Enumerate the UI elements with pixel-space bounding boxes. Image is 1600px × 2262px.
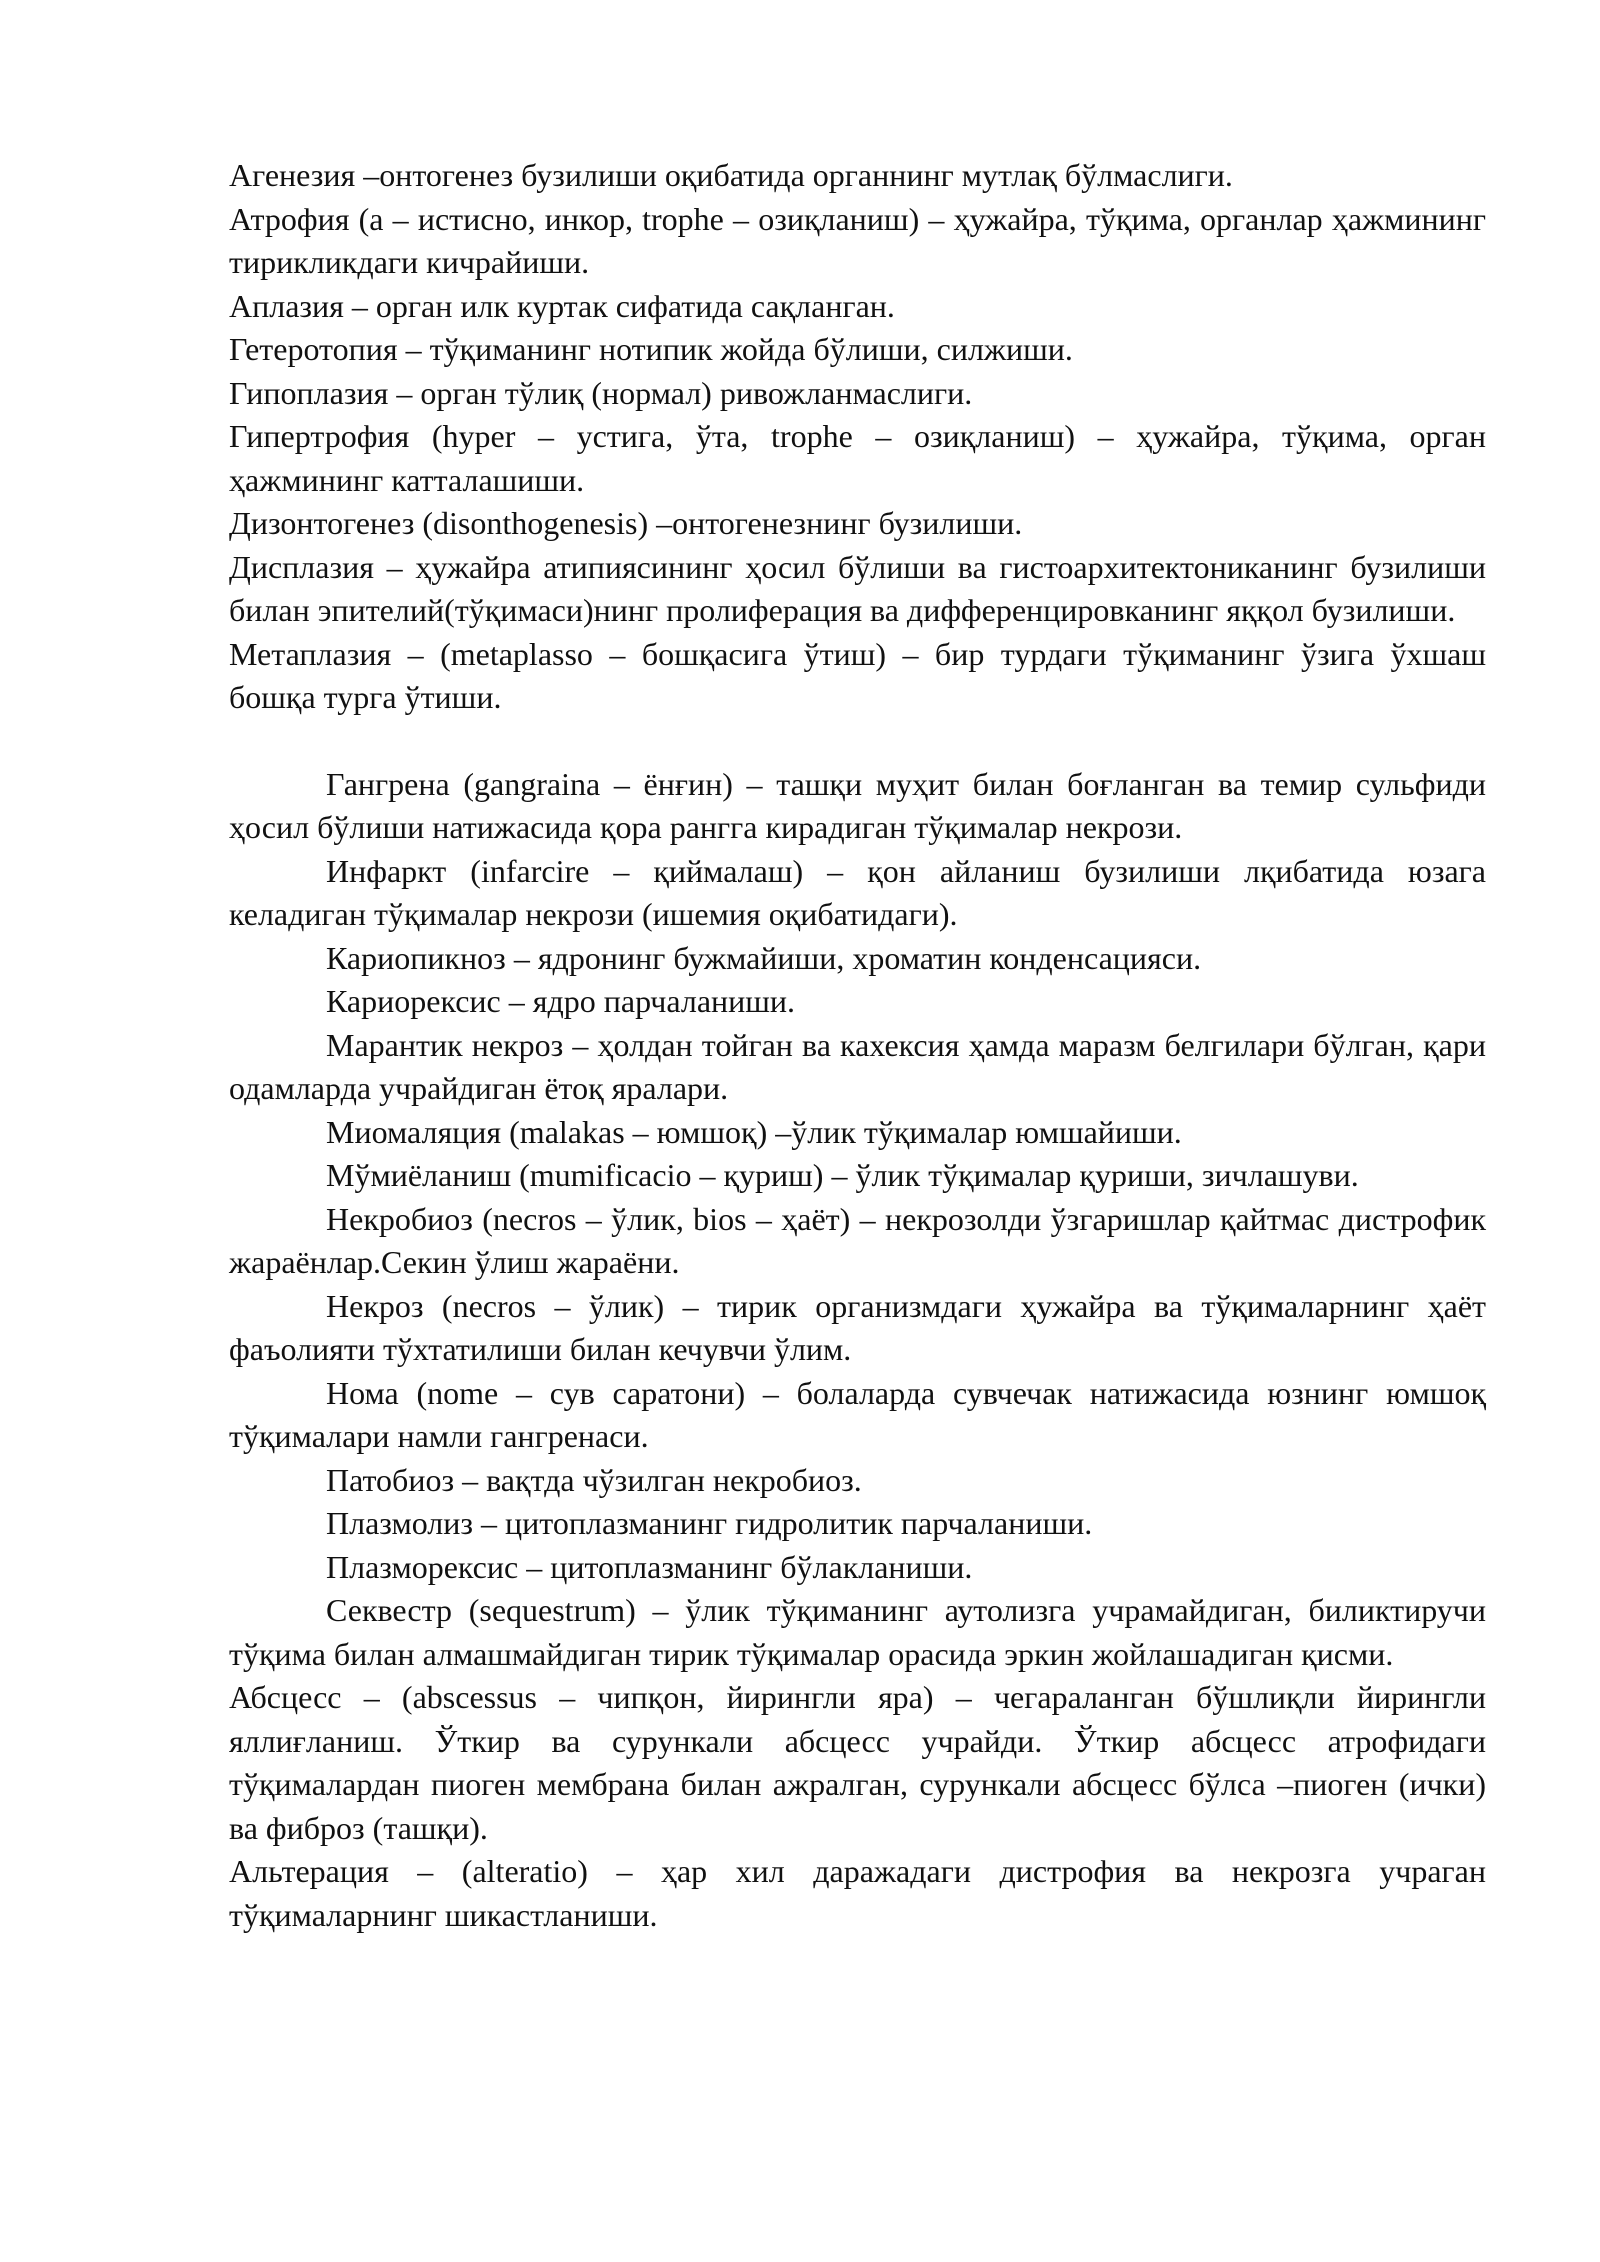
term-mummification: Мўмиёланиш (mumificacio – қуриш) – ўлик тўқималар қуриши, зичлашуви. xyxy=(326,1157,1359,1193)
term-metaplasia: Метаплазия – (metaplasso – бошқасига ўтиш) – бир турдаги тўқиманинг ўзига ўхшаш бошқа турга ўтиши. xyxy=(229,635,1486,715)
document-body xyxy=(229,154,1486,1937)
term-plasmorrhexis: Плазморексис – цитоплазманинг бўлакланиши. xyxy=(326,1548,973,1585)
term-necrosis: Некроз (necros – ўлик) – тирик организмдаги ҳужайра ва тўқималарнинг ҳаёт фаъолияти тўхтатилиши билан кечувчи ўлим. xyxy=(229,1287,1486,1367)
term-plasmolysis: Плазмолиз – цитоплазманинг гидролитик парчаланиши. xyxy=(326,1505,1093,1541)
term-hypertrophy: Гипертрофия (hyper – устига, ўта, trophe – озиқланиш) – ҳужайра, тўқима, орган ҳажмининг катталашиши. xyxy=(229,418,1486,498)
term-infarct: Инфаркт (infarcire – қиймалаш) – қон айланиш бузилиши лқибатида юзага келадиган тўқималар некрози (ишемия оқибатидаги). xyxy=(229,852,1486,932)
term-dysplasia: Дисплазия – ҳужайра атипиясининг ҳосил бўлиши ва гистоархитектониканинг бузилиши билан эпителий(тўқимаси)нинг пролиферация ва дифференцировканинг яққол бузилиши. xyxy=(229,548,1486,628)
term-heterotopia: Гетеротопия – тўқиманинг нотипик жойда бўлиши, силжиши. xyxy=(229,331,1073,367)
term-gangrene: Гангрена (gangraina – ёнғин) – ташқи муҳит билан боғланган ва темир сульфиди ҳосил бўлиши натижасида қора рангга кирадиган тўқималар некрози. xyxy=(229,765,1486,845)
term-necrobiosis: Некробиоз (necros – ўлик, bios – ҳаёт) – некрозолди ўзгаришлар қайтмас дистрофик жараёнлар.Секин ўлиш жараёни. xyxy=(229,1200,1486,1280)
term-alteration: Альтерация – (alteratio) – ҳар хил даражадаги дистрофия ва некрозга учраган тўқималарнинг шикастланиши. xyxy=(229,1853,1486,1933)
term-karyorrhexis: Кариорексис – ядро парчаланиши. xyxy=(326,983,796,1019)
term-myomalacia: Миомаляция (malakas – юмшоқ) –ўлик тўқималар юмшайиши. xyxy=(326,1113,1182,1150)
paragraph-gap xyxy=(229,720,1486,763)
term-pathobiosis: Патобиоз – вақтда чўзилган некробиоз. xyxy=(326,1461,862,1498)
term-noma: Нома (nome – сув саратони) – болаларда сувчечак натижасида юзнинг юмшоқ тўқималари намли гангренаси. xyxy=(229,1374,1486,1454)
term-aplasia: Аплазия – орган илк куртак сифатида сақланган. xyxy=(229,287,895,324)
term-karyopyknosis: Кариопикноз – ядронинг бужмайиши, хроматин конденсацияси. xyxy=(326,939,1202,976)
term-sequestrum: Секвестр (sequestrum) – ўлик тўқиманинг аутолизга учрамайдиган, биликтиручи тўқима билан алмашмайдиган тирик тўқималар орасида эркин жойлашадиган қисми. xyxy=(229,1592,1486,1672)
term-dysontogenesis: Дизонтогенез (disonthogenesis) –онтогенезнинг бузилиши. xyxy=(229,505,1023,541)
term-hypoplasia: Гипоплазия – орган тўлиқ (нормал) ривожланмаслиги. xyxy=(229,374,973,411)
term-atrophy: Атрофия (а – истисно, инкор, trophe – озиқланиш) – ҳужайра, тўқима, органлар ҳажмининг тирикликдаги кичрайиши. xyxy=(229,200,1486,280)
term-marantic-necrosis: Марантик некроз – ҳолдан тойган ва кахексия ҳамда маразм белгилари бўлган, қари одамларда учрайдиган ётоқ яралари. xyxy=(229,1026,1486,1106)
term-agenesis: Агенезия –онтогенез бузилиши оқибатида органнинг мутлақ бўлмаслиги. xyxy=(229,157,1233,193)
term-abscess: Абсцесс – (abscessus – чипқон, йирингли яра) – чегараланган бўшлиқли йирингли яллиғланиш. Ўткир ва сурункали абсцесс учрайди. Ўткир абсцесс атрофидаги тўқималардан пиоген мембрана билан ажралган, сурункали абсцесс бўлса –пиоген (ички) ва фиброз (ташқи). xyxy=(229,1679,1486,1846)
